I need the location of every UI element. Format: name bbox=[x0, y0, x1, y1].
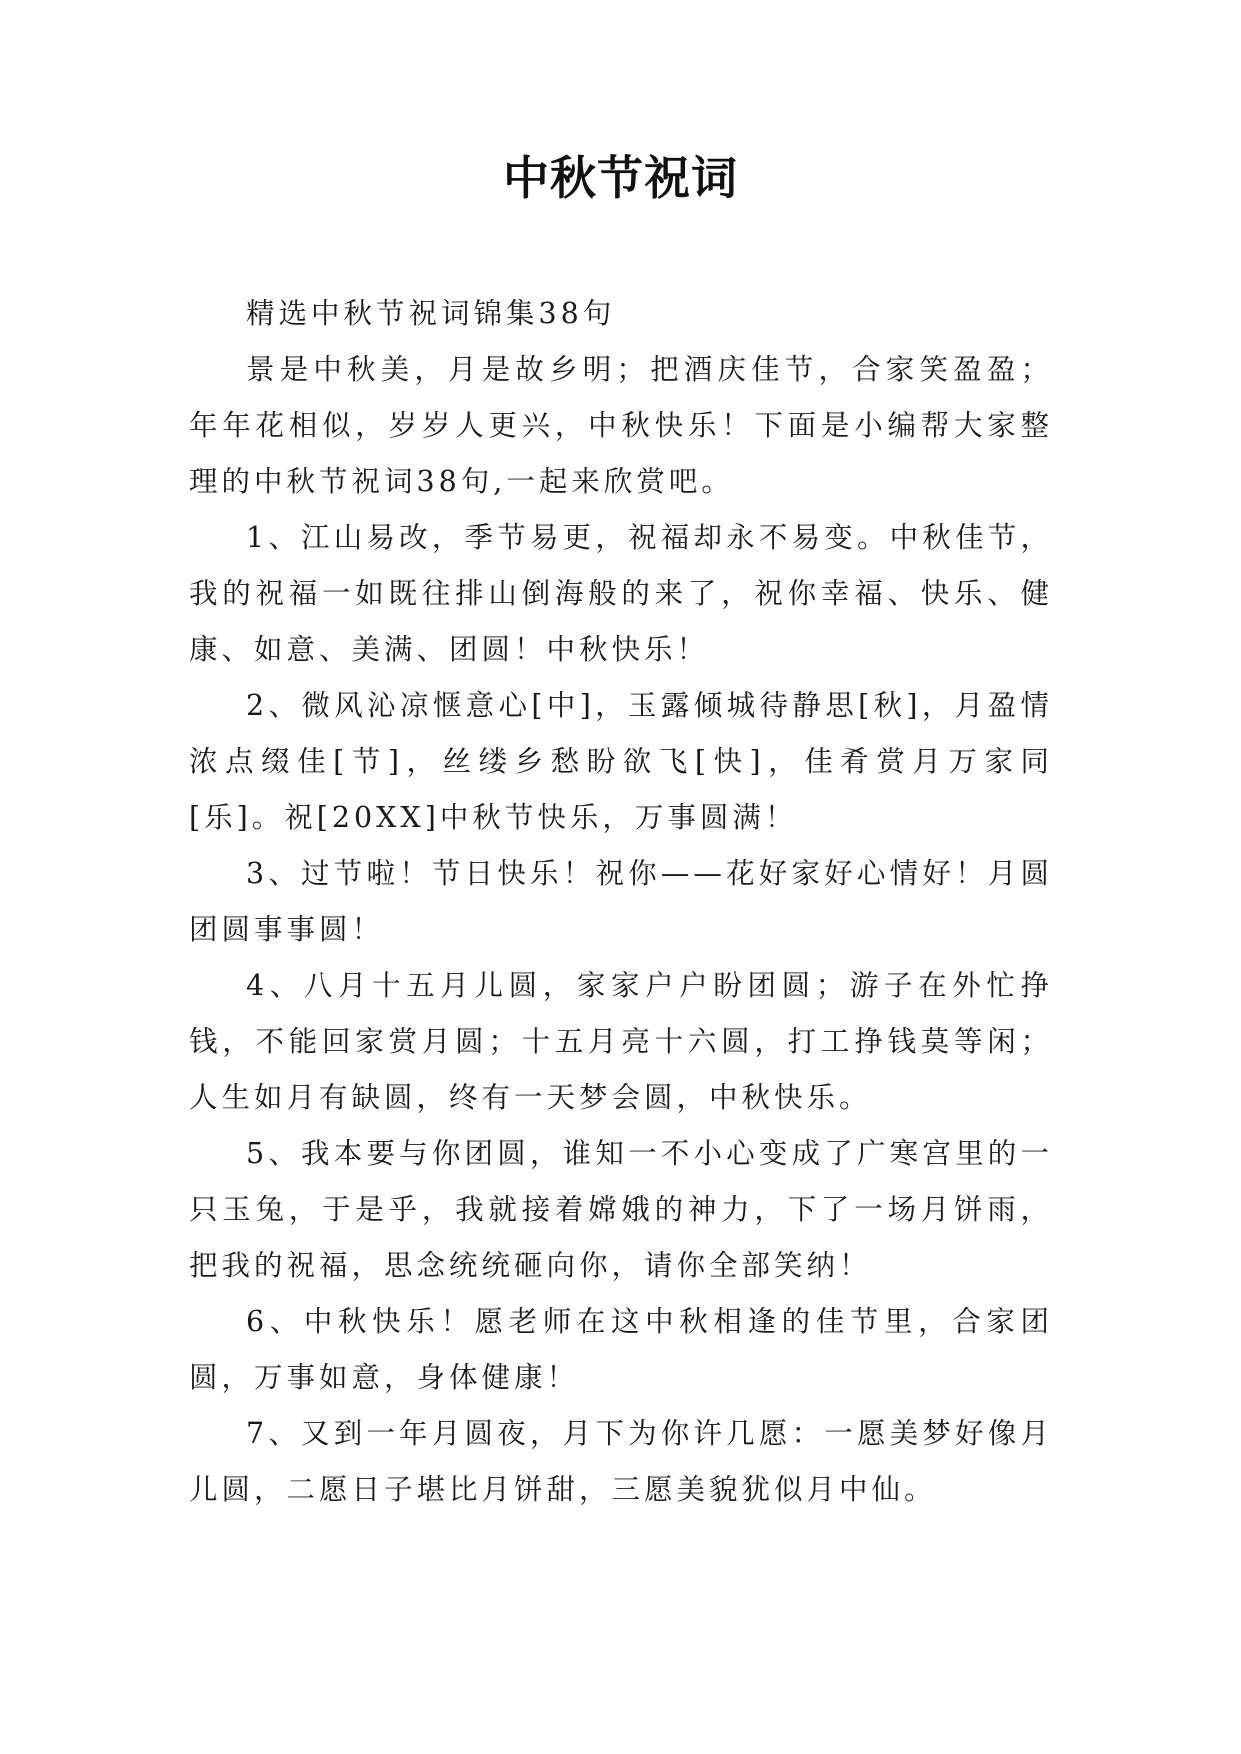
document-body bbox=[189, 286, 1053, 1518]
greeting-item-7: 7、又到一年月圆夜，月下为你许几愿：一愿美梦好像月儿圆，二愿日子堪比月饼甜，三愿美貌犹似月中仙。 bbox=[189, 1417, 1053, 1506]
page-title: 中秋节祝词 bbox=[503, 151, 738, 205]
subtitle-paragraph: 精选中秋节祝词锦集38句 bbox=[246, 297, 616, 330]
greeting-item-1: 1、江山易改，季节易更，祝福却永不易变。中秋佳节，我的祝福一如既往排山倒海般的来了，祝你幸福、快乐、健康、如意、美满、团圆！中秋快乐！ bbox=[189, 521, 1053, 666]
greeting-item-2: 2、微风沁凉惬意心[中]，玉露倾城待静思[秋]，月盈情浓点缀佳[节]，丝缕乡愁盼欲飞[快]，佳肴赏月万家同[乐]。祝[20XX]中秋节快乐，万事圆满！ bbox=[189, 689, 1053, 834]
greeting-item-5: 5、我本要与你团圆，谁知一不小心变成了广寒宫里的一只玉兔，于是乎，我就接着嫦娥的神力，下了一场月饼雨，把我的祝福，思念统统砸向你，请你全部笑纳！ bbox=[189, 1137, 1053, 1282]
greeting-item-4: 4、八月十五月儿圆，家家户户盼团圆；游子在外忙挣钱，不能回家赏月圆；十五月亮十六圆，打工挣钱莫等闲；人生如月有缺圆，终有一天梦会圆，中秋快乐。 bbox=[189, 969, 1053, 1114]
greeting-item-3: 3、过节啦！节日快乐！祝你——花好家好心情好！月圆团圆事事圆！ bbox=[189, 857, 1053, 946]
intro-paragraph: 景是中秋美，月是故乡明；把酒庆佳节，合家笑盈盈；年年花相似，岁岁人更兴，中秋快乐！下面是小编帮大家整理的中秋节祝词38句,一起来欣赏吧。 bbox=[189, 353, 1053, 498]
greeting-item-6: 6、中秋快乐！愿老师在这中秋相逢的佳节里，合家团圆，万事如意，身体健康！ bbox=[189, 1305, 1053, 1394]
